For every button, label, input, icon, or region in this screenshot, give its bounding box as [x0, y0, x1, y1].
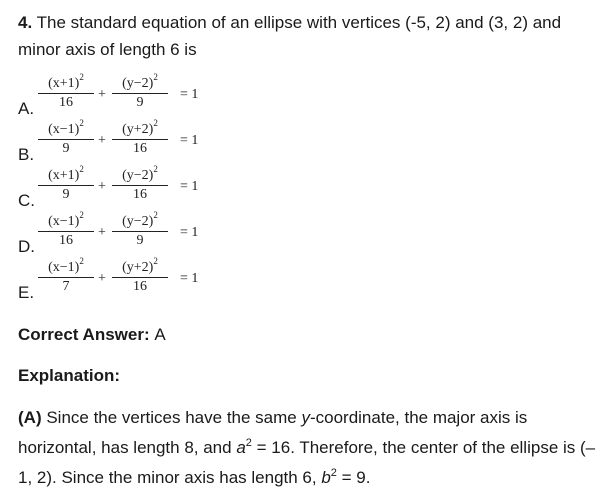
explanation-b-squared: 2	[330, 467, 337, 479]
fraction-x-numerator: $(x-1)^2$	[38, 213, 94, 232]
plus-sign: +	[98, 179, 106, 194]
fraction-x	[38, 118, 94, 157]
equals-one: = 1	[180, 133, 199, 148]
explanation-a-var: a	[236, 438, 246, 457]
fraction-y-denominator: 16	[133, 279, 147, 294]
plus-sign: +	[98, 133, 106, 148]
explanation-part-2: -coordinate, the major axis is horizontal, has length 8, and	[18, 408, 528, 457]
fraction-x-numerator: $(x+1)^2$	[38, 75, 94, 94]
fraction-x	[38, 72, 94, 111]
explanation-part-1: Since the vertices have the same	[41, 408, 302, 427]
fraction-y-numerator: $(y-2)^2$	[112, 75, 168, 94]
fraction-y	[112, 210, 168, 249]
explanation-part-3: = 16. Therefore, the center of the ellipse is (–1, 2). Since the minor axis has length 6,	[18, 438, 596, 487]
plus-sign: +	[98, 87, 106, 102]
fraction-y-denominator: 9	[136, 95, 144, 110]
explanation-a-squared: 2	[245, 437, 252, 449]
fraction-x-denominator: 7	[62, 279, 70, 294]
fraction-x-numerator: $(x+1)^2$	[38, 167, 94, 186]
option-letter: D.	[18, 237, 35, 256]
fraction-y-denominator: 16	[133, 187, 147, 202]
correct-answer-value: A	[154, 325, 166, 344]
fraction-y-numerator: $(y+2)^2$	[112, 259, 168, 278]
fraction-x	[38, 210, 94, 249]
question-number: 4.	[18, 13, 33, 32]
fraction-y-denominator: 16	[133, 141, 147, 156]
fraction-y-numerator: $(y+2)^2$	[112, 121, 168, 140]
fraction-x-denominator: 16	[59, 95, 73, 110]
fraction-y	[112, 118, 168, 157]
plus-sign: +	[98, 271, 106, 286]
plus-sign: +	[98, 225, 106, 240]
question-block	[18, 9, 596, 63]
correct-answer	[18, 324, 166, 346]
equals-one: = 1	[180, 271, 199, 286]
fraction-y-denominator: 9	[136, 233, 144, 248]
fraction-y	[112, 72, 168, 111]
fraction-x	[38, 164, 94, 203]
explanation-part-4: = 9.	[336, 468, 371, 487]
option-letter: C.	[18, 191, 35, 210]
option-letter: A.	[18, 99, 35, 118]
fraction-x-denominator: 16	[59, 233, 73, 248]
correct-answer-label: Correct Answer:	[18, 325, 150, 344]
fraction-y	[112, 256, 168, 295]
question-text: The standard equation of an ellipse with vertices (-5, 2) and (3, 2) and minor axis of length 6 is	[18, 13, 562, 59]
fraction-y-numerator: $(y-2)^2$	[112, 213, 168, 232]
option-letter: E.	[18, 283, 35, 302]
fraction-x-denominator: 9	[62, 187, 70, 202]
equals-one: = 1	[180, 179, 199, 194]
fraction-x	[38, 256, 94, 295]
option-letter: B.	[18, 145, 35, 164]
fraction-x-numerator: $(x-1)^2$	[38, 259, 94, 278]
fraction-x-numerator: $(x-1)^2$	[38, 121, 94, 140]
explanation-tag: (A)	[18, 408, 42, 427]
equals-one: = 1	[180, 225, 199, 240]
fraction-y-numerator: $(y-2)^2$	[112, 167, 168, 186]
equals-one: = 1	[180, 87, 199, 102]
explanation-b-var: b	[321, 468, 331, 487]
fraction-y	[112, 164, 168, 203]
fraction-x-denominator: 9	[62, 141, 70, 156]
explanation-text	[18, 403, 598, 493]
explanation-y-var: y	[301, 408, 310, 427]
explanation-heading: Explanation:	[18, 366, 121, 385]
